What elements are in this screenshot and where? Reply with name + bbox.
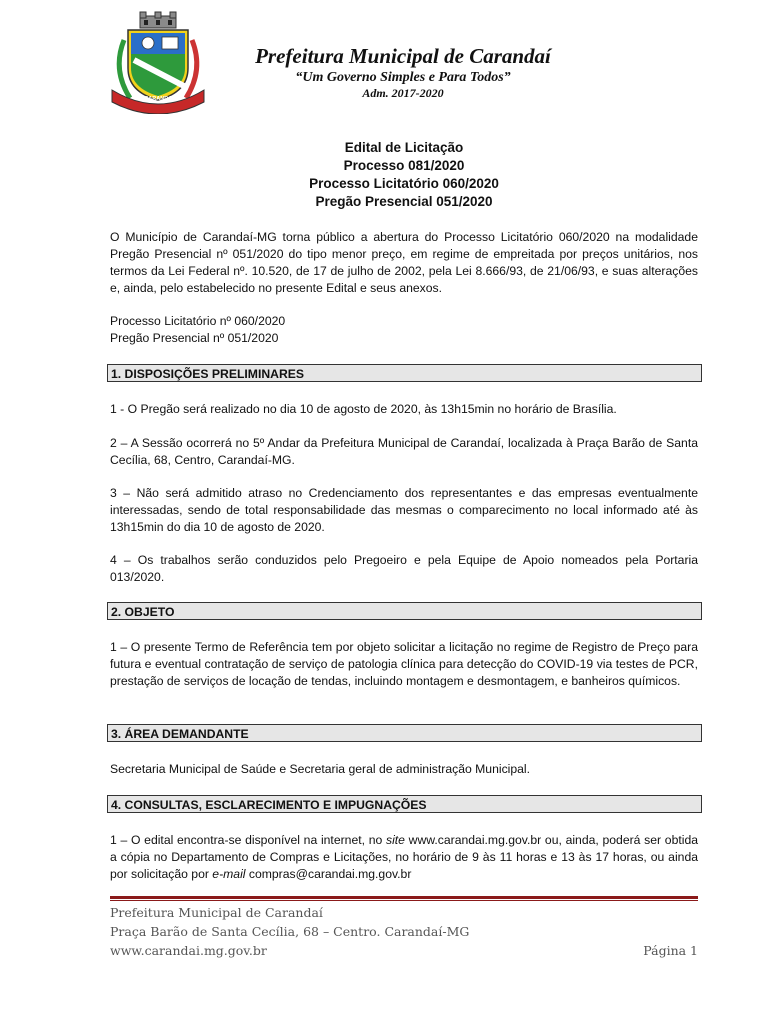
section-1-item-1 (110, 401, 698, 418)
footer-website: www.carandai.mg.gov.br (110, 943, 267, 958)
footer-rule-thin (110, 900, 698, 901)
page-number: Página 1 (643, 943, 698, 958)
section-3-text-1: Secretaria Municipal de Saúde e Secretaria geral de administração Municipal. (110, 762, 531, 776)
section-heading-3: 3. ÁREA DEMANDANTE (107, 724, 702, 742)
section-4-item-1 (110, 832, 698, 883)
section-heading-4: 4. CONSULTAS, ESCLARECIMENTO E IMPUGNAÇÕES (107, 795, 702, 813)
section-heading-1: 1. DISPOSIÇÕES PRELIMINARES (107, 364, 702, 382)
process-number: Processo 081/2020 (343, 158, 465, 173)
reference-process: Processo Licitatório nº 060/2020 (110, 314, 286, 328)
reference-auction: Pregão Presencial nº 051/2020 (110, 331, 279, 345)
section-2-item-1 (110, 639, 698, 690)
footer-rule-thick (110, 896, 698, 899)
section-4-text-1 (110, 832, 698, 883)
section-4-text-part-a: 1 – O edital encontra-se disponível na internet, no (110, 833, 386, 847)
letterhead (218, 44, 588, 100)
document-title-block (110, 139, 698, 211)
section-3-item-1 (110, 761, 698, 778)
section-2-text-1: 1 – O presente Termo de Referência tem por objeto solicitar a licitação no regime de Registro de Preço para futura e eventual contratação de serviço de patologia clínica para detecção do COVID-19 via testes de PCR, prestação de serviços de locação de tendas, incluindo montagem e desmontagem, e banheiros químicos. (110, 640, 698, 688)
letterhead-slogan: “Um Governo Simples e Para Todos” (295, 70, 511, 85)
intro-text: O Município de Carandaí-MG torna público a abertura do Processo Licitatório 060/2020 na modalidade Pregão Presencial nº 051/2020 do tipo menor preço, em regime de empreitada por preços unitários, nos termos da Lei Federal nº. 10.520, de 17 de julho de 2002, pela Lei 8.666/93, de 21/06/93, e suas alterações e, ainda, pelo estabelecido no presente Edital e seus anexos. (110, 230, 698, 295)
intro-paragraph (110, 229, 698, 297)
section-4-site-word: site (385, 833, 405, 847)
section-4-email-word: e-mail (212, 867, 246, 881)
section-1-text-2: 2 – A Sessão ocorrerá no 5º Andar da Prefeitura Municipal de Carandaí, localizada à Praça Barão de Santa Cecília, 68, Centro, Carandaí-MG. (110, 436, 698, 467)
footer-organization: Prefeitura Municipal de Carandaí (110, 905, 323, 920)
section-heading-2: 2. OBJETO (107, 602, 702, 620)
bidding-process-number: Processo Licitatório 060/2020 (309, 176, 499, 191)
section-1-item-3 (110, 485, 698, 536)
footer (110, 903, 698, 960)
section-1-item-2 (110, 435, 698, 469)
letterhead-administration: Adm. 2017-2020 (362, 86, 444, 100)
section-4-text-part-b: www.carandai.mg.gov.br ou, ainda, poderá ser obtida a cópia no Departamento de Compras e Licitações, no horário de 9 às 11 horas e 13 às 17 horas, ou ainda por solicitação por (110, 833, 698, 881)
document-title: Edital de Licitação (344, 140, 464, 155)
section-1-text-1: 1 - O Pregão será realizado no dia 10 de agosto de 2020, às 13h15min no horário de Brasília. (110, 402, 617, 416)
section-1-text-4: 4 – Os trabalhos serão conduzidos pelo Pregoeiro e pela Equipe de Apoio nomeados pela Portaria 013/2020. (110, 553, 698, 584)
footer-address: Praça Barão de Santa Cecília, 68 – Centro. Carandaí-MG (110, 924, 470, 939)
reference-lines (110, 313, 698, 347)
section-4-text-part-c: compras@carandai.mg.gov.br (245, 867, 412, 881)
auction-number: Pregão Presencial 051/2020 (315, 194, 493, 209)
crest-ribbon-text: CARANDAÍ (144, 96, 174, 102)
section-1-text-3: 3 – Não será admitido atraso no Credenciamento dos representantes e das empresas eventualmente interessadas, sendo de total responsabilidade das mesmas o comparecimento no local informado até às 13h15min do dia 10 de agosto de 2020. (110, 486, 698, 534)
letterhead-title: Prefeitura Municipal de Carandaí (255, 44, 551, 68)
section-1-item-4 (110, 552, 698, 586)
